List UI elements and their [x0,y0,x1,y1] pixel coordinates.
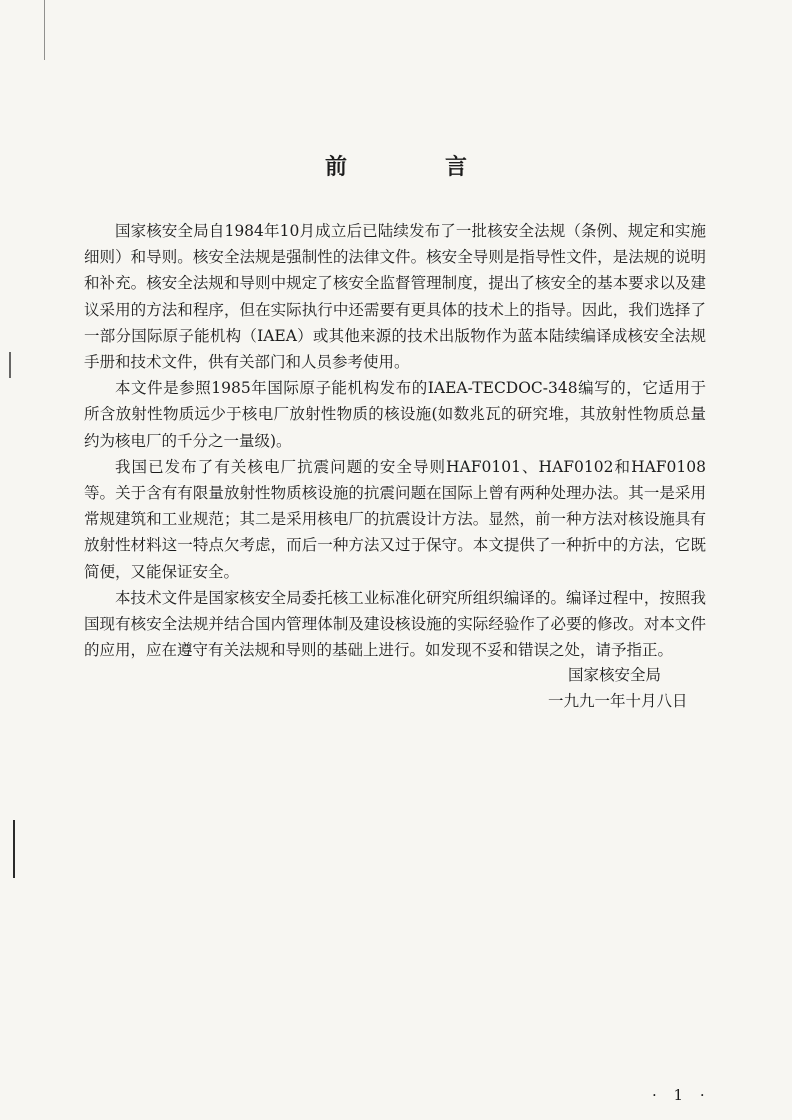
scan-mark-binding [13,820,15,878]
signature-organization: 国家核安全局 [568,666,662,684]
paragraph-3: 我国已发布了有关核电厂抗震问题的安全导则HAF0101、HAF0102和HAF0108等。关于含有有限量放射性物质核设施的抗震问题在国际上曾有两种处理办法。其一是采用常规建筑和工业规范；其二是采用核电厂的抗震设计方法。显然，前一种方法对核设施具有放射性材料这一特点欠考虑，而后一种方法又过于保守。本文提供了一种折中的方法，它既简便，又能保证安全。 [84,457,706,581]
body-text [84,218,706,663]
signature-date: 一九九一年十月八日 [548,692,688,710]
scan-mark-left [9,352,11,378]
page-title: 前 言 [324,154,505,180]
paragraph-4: 本技术文件是国家核安全局委托核工业标准化研究所组织编译的。编译过程中，按照我国现有核安全法规并结合国内管理体制及建设核设施的实际经验作了必要的修改。对本文件的应用，应在遵守有关法规和导则的基础上进行。如发现不妥和错误之处，请予指正。 [84,588,706,660]
paragraph-2: 本文件是参照1985年国际原子能机构发布的IAEA-TECDOC-348编写的，它适用于所含放射性物质远少于核电厂放射性物质的核设施(如数兆瓦的研究堆，其放射性物质总量约为核电厂的千分之一量级)。 [84,379,706,450]
scan-mark-top [44,0,45,60]
signature-block [548,662,688,714]
page-number: · 1 · [652,1086,711,1104]
paragraph-1: 国家核安全局自1984年10月成立后已陆续发布了一批核安全法规（条例、规定和实施细则）和导则。核安全法规是强制性的法律文件。核安全导则是指导性文件，是法规的说明和补充。核安全法规和导则中规定了核安全监督管理制度，提出了核安全的基本要求以及建议采用的方法和程序，但在实际执行中还需要有更具体的技术上的指导。因此，我们选择了一部分国际原子能机构（IAEA）或其他来源的技术出版物作为蓝本陆续编译成核安全法规手册和技术文件，供有关部门和人员参考使用。 [84,222,706,372]
